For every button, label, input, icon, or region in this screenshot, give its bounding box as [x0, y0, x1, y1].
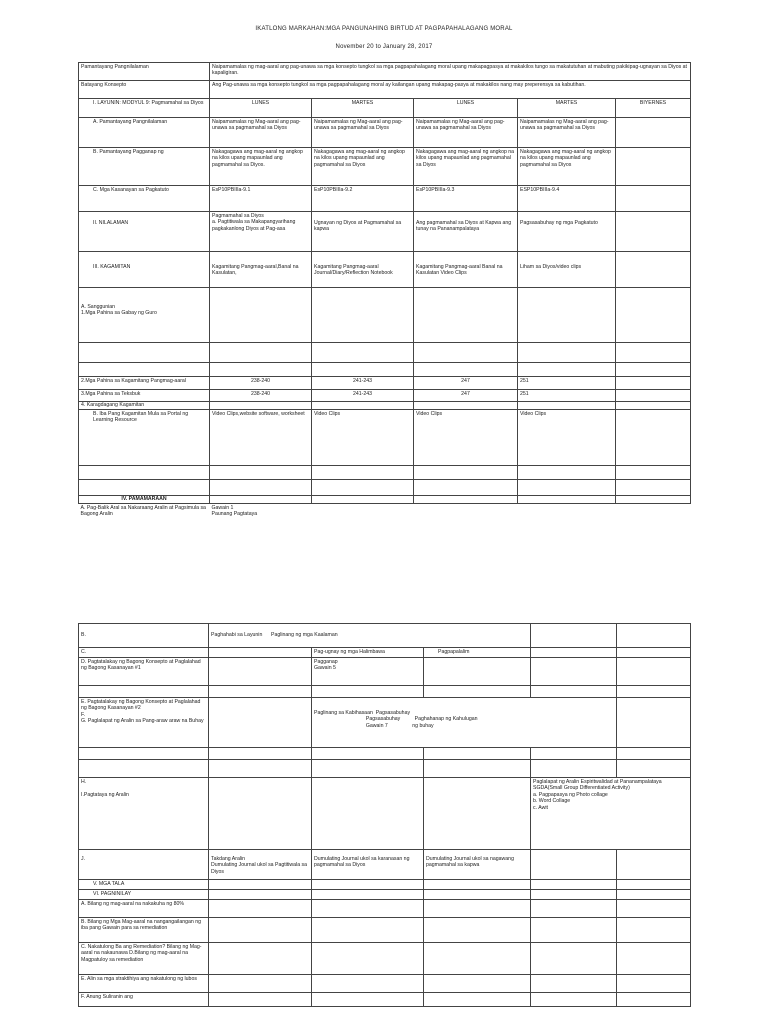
table-row — [79, 480, 691, 496]
table-row — [79, 288, 691, 343]
cell: EsP10PBIIIa-9.3 — [414, 186, 518, 212]
cell: EsP10PBIIIa-9.2 — [312, 186, 414, 212]
row-label: A. Bilang ng mag-aaral na nakakuha ng 80% — [79, 900, 209, 918]
cell: 247 — [414, 390, 518, 402]
row-label: B. Iba Pang Kagamitan Mula sa Portal ng Learning Resource — [79, 410, 210, 466]
table-row — [79, 504, 691, 524]
document-dates: November 20 to January 28, 2017 — [335, 44, 433, 50]
cell — [616, 390, 691, 402]
table-row — [79, 81, 691, 99]
cell: Paglinang sa Kabihasaan Pagsasabuhay Pagsasabuhay Paghahanap ng Kahulugan Gawain 7 ng buhay — [312, 698, 617, 748]
cell — [616, 148, 691, 186]
cell: 247 — [414, 377, 518, 390]
table-header-row — [79, 99, 691, 118]
row-label: A. Sanggunian 1.Mga Pahina sa Gabay ng Guro — [79, 288, 210, 343]
row-label: VI. PAGNINILAY — [79, 890, 209, 900]
cell: Naipamamalas ng Mag-aaral ang pag-unawa sa pagmamahal sa Diyos — [312, 118, 414, 148]
cell: Video Clips — [518, 410, 616, 466]
table-row — [79, 466, 691, 480]
cell: ESP10PBIIIa-9.4 — [518, 186, 616, 212]
cell: EsP10PBIIIa-9.1 — [210, 186, 312, 212]
cell: Ugnayan ng Diyos at Pagmamahal sa kapwa — [312, 212, 414, 252]
table-row — [79, 148, 691, 186]
row-label: 4. Karagdagang Kagamitan — [79, 402, 210, 410]
table-row — [79, 63, 691, 81]
row-label: IV. PAMAMARAAN — [79, 496, 210, 504]
cell: 251 — [518, 390, 616, 402]
table-row — [79, 186, 691, 212]
table-row — [79, 390, 691, 402]
table-row — [79, 377, 691, 390]
table-row — [79, 212, 691, 252]
row-text: Gawain 1 Paunang Pagtataya — [211, 505, 258, 518]
lesson-plan-table-1 — [78, 62, 691, 524]
table-row — [79, 343, 691, 363]
cell — [616, 410, 691, 466]
row-label: V. MGA TALA — [79, 880, 209, 890]
table-row — [79, 918, 691, 943]
cell — [616, 212, 691, 252]
cell — [616, 186, 691, 212]
row-label: C. Nakatulong Ba ang Remediation? Bilang ng Mag-aaral na nakaunawa D.Bilang ng mag-aaral na Magpatuloy sa remediation — [79, 943, 209, 975]
table-row — [79, 993, 691, 1007]
row-label: E. Pagtatalakay ng Bagong Konsepto at Paglalahad ng Bagong Kasanayan #2 F. G. Paglalapat ng Aralin sa Pang-araw araw na Buhay — [79, 698, 209, 748]
row-label: E. Alin sa mga straktihiya ang nakatulong ng lubos — [79, 975, 209, 993]
cell: 241-243 — [312, 377, 414, 390]
row-text: Paghahabi sa Layunin Paglinang ng mga Kaalaman — [209, 624, 531, 648]
cell — [616, 252, 691, 288]
header-cell: LUNES — [414, 99, 518, 118]
table-row — [79, 686, 691, 698]
cell: Nakagagawa ang mag-aaral ng angkop na kilos upang mapaunlad ang pagmamahal sa Diyos. — [210, 148, 312, 186]
row-text: Naipamamalas ng mag-aaral ang pag-unawa sa mga konsepto tungkol sa mga pagpapahalagang moral upang makapagpasya at makakilos tungo sa makatutuhan at mabuting pakikipag-ugnayan sa Diyos at kapaligiran. — [210, 63, 691, 81]
row-label: A. Pamantayang Pangnilalaman — [79, 118, 210, 148]
cell: Nakagagawa ang mag-aaral ng angkop na kilos upang mapaunlad ang pagmamahal sa Diyos — [414, 148, 518, 186]
cell: Pagganap Gawain 5 — [312, 658, 424, 686]
row-label: B. Pamantayang Pagganap ng — [79, 148, 210, 186]
cell: 241-243 — [312, 390, 414, 402]
row-label: D. Pagtatalakay ng Bagong Konsepto at Paglalahad ng Bagong Kasanayan #1 — [79, 658, 209, 686]
table-row — [79, 648, 691, 658]
cell: Naipamamalas ng Mag-aaral ang pag-unawa sa pagmamahal sa Diyos — [518, 118, 616, 148]
header-cell: MARTES — [518, 99, 616, 118]
cell: Naipamamalas ng Mag-aaral ang pag-unawa sa pagmamahal sa Diyos — [414, 118, 518, 148]
cell: Kagamitang Pangmag-aaral Banal na Kasulatan Video Clips — [414, 252, 518, 288]
table-row — [79, 900, 691, 918]
table-row — [79, 363, 691, 377]
cell: Video Clips — [312, 410, 414, 466]
header-cell: BIYERNES — [616, 99, 691, 118]
cell: 238-240 — [210, 390, 312, 402]
table-row — [79, 496, 691, 504]
cell: Kagamitang Pangmag-aaral Journal/Diary/Reflection Notebook — [312, 252, 414, 288]
cell: Video Clips — [414, 410, 518, 466]
document-title: IKATLONG MARKAHAN:MGA PANGUNAHING BIRTUD AT PAGPAPAHALAGANG MORAL — [255, 26, 513, 32]
cell: Ang pagmamahal sa Diyos at Kapwa ang tunay na Pananampalataya — [414, 212, 518, 252]
table-row — [79, 943, 691, 975]
table-row — [79, 698, 691, 748]
cell: Nakagagawa ang mag-aaral ng angkop na kilos upang mapaunlad ang pagmamahal sa Diyos — [518, 148, 616, 186]
row-label: C. Mga Kasanayan sa Pagkatuto — [79, 186, 210, 212]
table-row — [79, 890, 691, 900]
table-row — [79, 658, 691, 686]
table-row — [79, 624, 691, 648]
cell: Dumulating Journal ukol sa karanasan ng pagmamahal sa Diyos — [312, 850, 424, 880]
cell: Pag-ugnay ng mga Halimbawa — [312, 648, 424, 658]
row-label: II. NILALAMAN — [79, 212, 210, 252]
cell: Naipamamalas ng Mag-aaral ang pag-unawa sa pagmamahal sa Diyos — [210, 118, 312, 148]
cell: Nakagagawa ang mag-aaral ng angkop na kilos upang mapaunlad ang pagmamahal sa Diyos — [312, 148, 414, 186]
cell: Kagamitang Pangmag-aaral,Banal na Kasulatan, — [210, 252, 312, 288]
row-label: Batayang Konsepto — [79, 81, 210, 99]
cell: Pagsasabuhay ng mga Pagkatuto — [518, 212, 616, 252]
row-label: J. — [79, 850, 209, 880]
table-row — [79, 760, 691, 778]
row-label: III. KAGAMITAN — [79, 252, 210, 288]
cell — [616, 118, 691, 148]
row-label: F. Anung Suliranin ang — [79, 993, 209, 1007]
cell — [616, 377, 691, 390]
header-cell: LUNES — [210, 99, 312, 118]
cell: 251 — [518, 377, 616, 390]
cell: Dumulating Journal ukol sa nagawang pagmamahal sa kapwa — [424, 850, 531, 880]
cell: 238-240 — [210, 377, 312, 390]
row-label: Pamantayang Pangnilalaman — [79, 63, 210, 81]
cell: Liham sa Diyos/video clips — [518, 252, 616, 288]
row-label: 3.Mga Pahina sa Teksbuk — [79, 390, 210, 402]
cell: Takdang Aralin Dumulating Journal ukol sa Pagtitiwala sa Diyos — [209, 850, 312, 880]
table-row — [79, 778, 691, 850]
table-row — [79, 975, 691, 993]
row-label: B. — [79, 624, 209, 648]
cell: Paglalapat ng Aralin Espiritwalidad at Pananampalataya SGDA(Small Group Differentiated Activity) a. Pagpapasya ng Photo collage b. Word Collage c. Awit — [531, 778, 691, 850]
row-label: B. Bilang ng Mga Mag-aaral na nangangailangan ng iba pang Gawain para sa remediation — [79, 918, 209, 943]
row-label: A. Pag-Balik Aral sa Nakaraang Aralin at Pagsimula sa Bagong Aralin — [80, 505, 206, 518]
table-row — [79, 748, 691, 760]
row-text: Ang Pag-unawa sa mga konsepto tungkol sa mga pagpapahalagang moral ay kailangan upang makapag-pasya at makakilos nang may preperensya sa kabutihan. — [210, 81, 691, 99]
header-cell: MARTES — [312, 99, 414, 118]
cell: Video Clips,website software, worksheet — [210, 410, 312, 466]
cell: Pagpapalalim — [424, 648, 531, 658]
row-label: 2.Mga Pahina sa Kagamitang Pangmag-aaral — [79, 377, 210, 390]
table-row — [79, 880, 691, 890]
cell: Pagmamahal sa Diyos a. Pagtitiwala sa Makapangyarihang pagkakanlong Diyos at Pag-asa — [210, 212, 312, 252]
table-row — [79, 410, 691, 466]
row-label: H. I.Pagtataya ng Aralin — [79, 778, 209, 850]
lesson-plan-table-2 — [78, 623, 691, 1007]
table-row — [79, 252, 691, 288]
table-row — [79, 118, 691, 148]
table-row — [79, 402, 691, 410]
table-row — [79, 850, 691, 880]
header-cell: I. LAYUNIN: MODYUL 9: Pagmamahal sa Diyos — [79, 99, 210, 118]
row-label: C. — [79, 648, 209, 658]
